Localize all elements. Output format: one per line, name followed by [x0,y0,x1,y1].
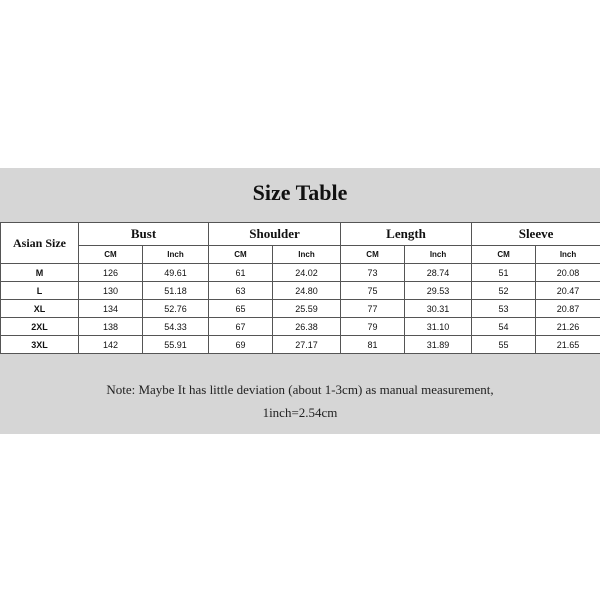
table-cell: 55 [472,336,536,354]
table-cell: 138 [79,318,143,336]
table-cell: 29.53 [405,282,472,300]
table-cell: 26.38 [273,318,341,336]
table-cell: 52 [472,282,536,300]
unit-header-row [1,246,600,264]
table-cell: 20.47 [536,282,600,300]
size-table-title: Size Table [252,180,348,205]
size-label: 2XL [1,318,79,336]
size-label: 3XL [1,336,79,354]
table-cell: 126 [79,264,143,282]
table-cell: 20.08 [536,264,600,282]
bust-header: Bust [79,223,209,246]
table-cell: 67 [209,318,273,336]
table-cell: 30.31 [405,300,472,318]
shoulder-header: Shoulder [209,223,341,246]
size-label: M [1,264,79,282]
table-row [1,264,600,282]
table-cell: 142 [79,336,143,354]
table-cell: 25.59 [273,300,341,318]
unit-header: CM [472,246,536,264]
table-cell: 79 [341,318,405,336]
table-cell: 49.61 [143,264,209,282]
table-cell: 134 [79,300,143,318]
table-cell: 54 [472,318,536,336]
length-header: Length [341,223,472,246]
unit-header: Inch [536,246,600,264]
unit-header: CM [209,246,273,264]
size-table [0,222,600,354]
table-cell: 81 [341,336,405,354]
table-cell: 53 [472,300,536,318]
table-row [1,336,600,354]
table-cell: 51.18 [143,282,209,300]
unit-header: Inch [273,246,341,264]
table-cell: 75 [341,282,405,300]
table-cell: 63 [209,282,273,300]
table-cell: 51 [472,264,536,282]
table-cell: 73 [341,264,405,282]
table-row [1,282,600,300]
table-row [1,318,600,336]
table-cell: 31.89 [405,336,472,354]
table-cell: 54.33 [143,318,209,336]
table-cell: 130 [79,282,143,300]
table-cell: 27.17 [273,336,341,354]
size-label: XL [1,300,79,318]
table-row [1,300,600,318]
table-cell: 24.02 [273,264,341,282]
table-cell: 52.76 [143,300,209,318]
size-label: L [1,282,79,300]
measurement-note [60,378,540,424]
table-cell: 28.74 [405,264,472,282]
table-cell: 20.87 [536,300,600,318]
table-cell: 31.10 [405,318,472,336]
note-line-2: 1inch=2.54cm [262,405,338,420]
unit-header: CM [341,246,405,264]
table-cell: 24.80 [273,282,341,300]
note-line-1: Note: Maybe It has little deviation (about 1-3cm) as manual measurement, [106,382,494,397]
table-cell: 21.26 [536,318,600,336]
table-cell: 77 [341,300,405,318]
sleeve-header: Sleeve [472,223,600,246]
unit-header: Inch [405,246,472,264]
table-cell: 61 [209,264,273,282]
unit-header: Inch [143,246,209,264]
unit-header: CM [79,246,143,264]
group-header-row [1,223,600,246]
table-cell: 69 [209,336,273,354]
table-cell: 65 [209,300,273,318]
table-cell: 21.65 [536,336,600,354]
table-cell: 55.91 [143,336,209,354]
asian-size-header: Asian Size [1,223,79,264]
